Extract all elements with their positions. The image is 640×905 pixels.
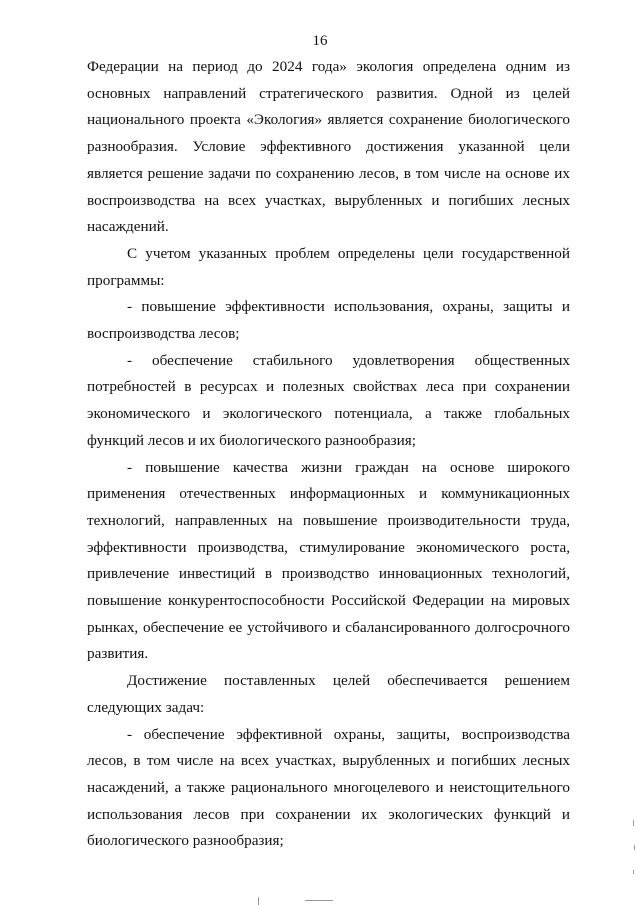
- paragraph-program-goals-intro: С учетом указанных проблем определены цели государственной программы:: [87, 244, 570, 289]
- scan-artifact: [633, 820, 634, 826]
- scan-artifact: [258, 897, 259, 905]
- scan-artifact: [634, 845, 635, 850]
- document-body: [87, 54, 570, 855]
- goal-item-forest-efficiency: - повышение эффективности использования, охраны, защиты и воспроизводства лесов;: [87, 298, 570, 343]
- paragraph-tasks-intro: Достижение поставленных целей обеспечивается решением следующих задач:: [87, 672, 570, 716]
- scan-artifact: [305, 900, 333, 901]
- goal-item-public-needs: - обеспечение стабильного удовлетворения общественных потребностей в ресурсах и полезных свойствах леса при сохранении экономического и экологического потенциала, а также глобальных функций лесов и их биологического разнообразия;: [87, 351, 570, 449]
- task-item-forest-protection: - обеспечение эффективной охраны, защиты, воспроизводства лесов, в том числе на всех участках, вырубленных и погибших лесных насаждений, а также рационального многоцелевого и неистощительного использования лесов при сохранении их экологических функций и биологического разнообразия;: [87, 725, 570, 850]
- goal-item-quality-of-life: - повышение качества жизни граждан на основе широкого применения отечественных информационных и коммуникационных технологий, направленных на повышение производительности труда, эффективности производства, стимулирование экономического роста, привлечение инвестиций в производство инновационных технологий, повышение конкурентоспособности Российской Федерации на мировых рынках, обеспечение ее устойчивого и сбалансированного долгосрочного развития.: [87, 458, 570, 663]
- scan-artifact: [633, 870, 634, 874]
- paragraph-ecology-context: Федерации на период до 2024 года» экология определена одним из основных направлений стратегического развития. Одной из целей национального проекта «Экология» является сохранение биологического разнообразия. Условие эффективного достижения указанной цели является решение задачи по сохранению лесов, в том числе на основе их воспроизводства на всех участках, вырубленных и погибших лесных насаждений.: [87, 58, 570, 236]
- page-number: 16: [312, 33, 328, 49]
